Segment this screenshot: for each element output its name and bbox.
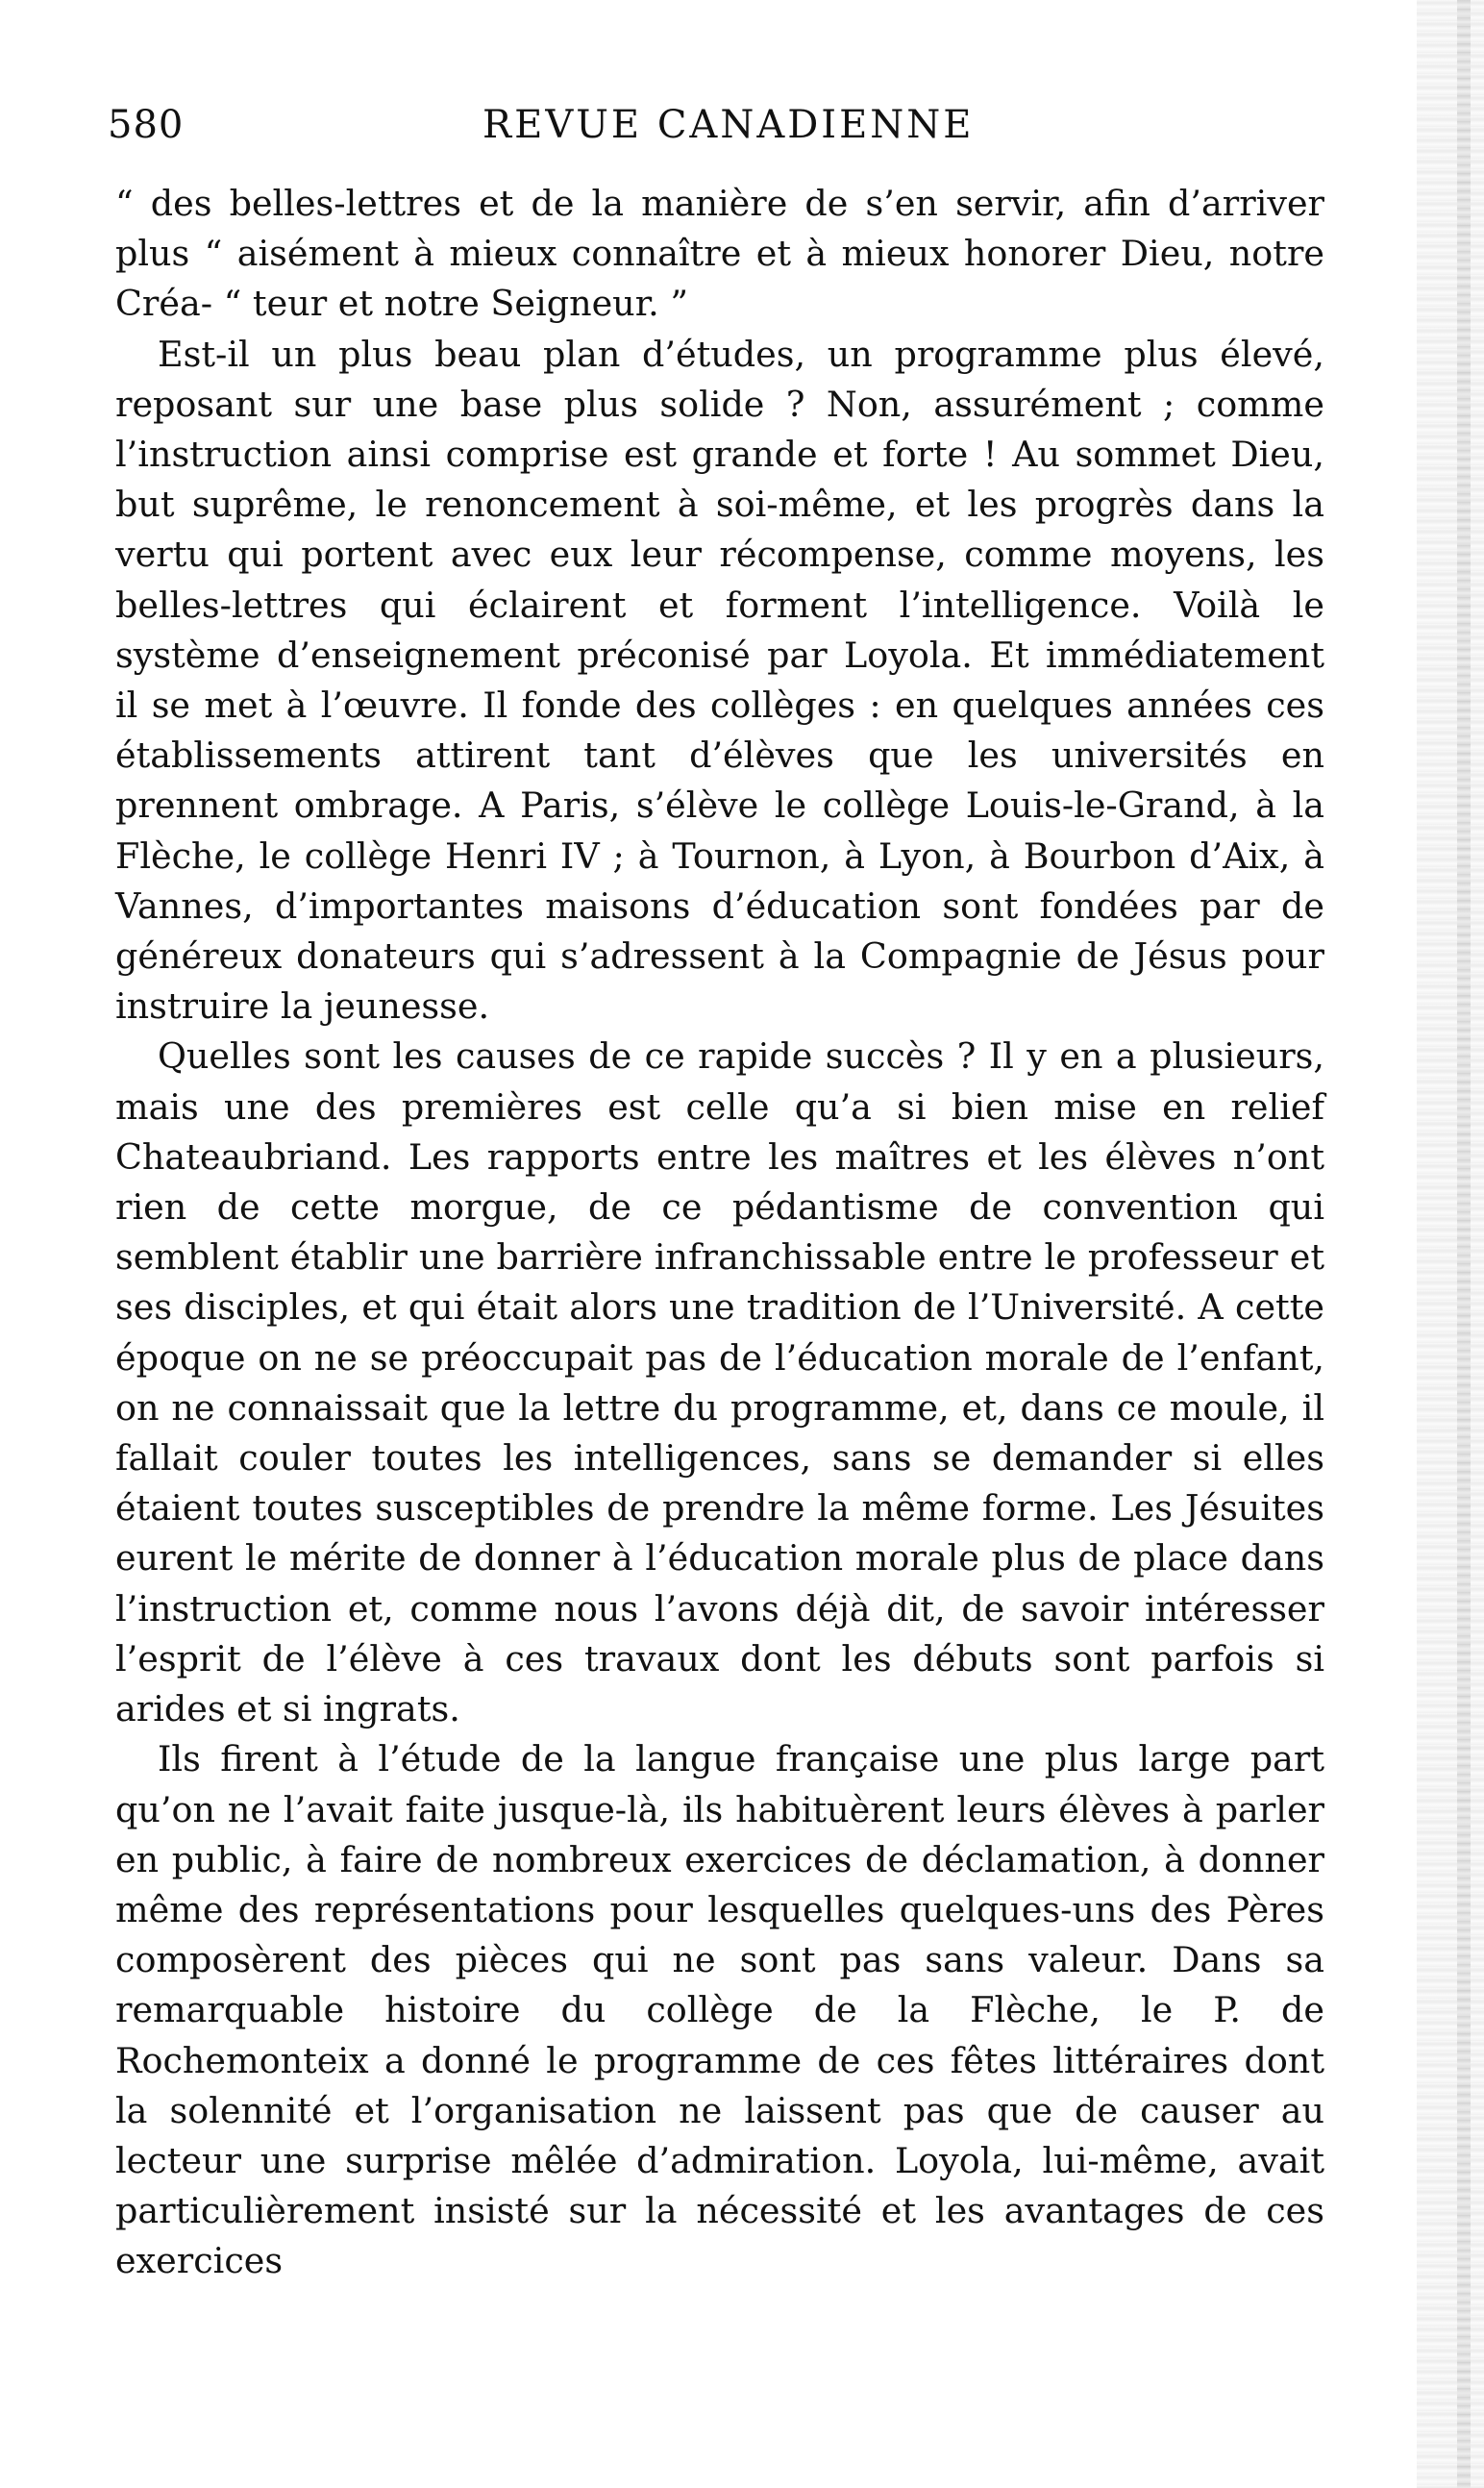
running-head: REVUE CANADIENNE — [482, 103, 975, 147]
paragraph-quote-continuation: “ des belles-lettres et de la manière de s’en servir, afin d’arriver plus “ aisément à mieux connaître et à mieux honorer Dieu, notre Créa- “ teur et notre Seigneur. ” — [115, 183, 1324, 325]
scan-edge-shadow — [1417, 0, 1484, 2488]
paragraph-french-language: Ils firent à l’étude de la langue française une plus large part qu’on ne l’avait faite jusque-là, ils habituèrent leurs élèves à parler en public, à faire de nombreux exercices de déclamation, à donner même des représentations pour lesquelles quelques-uns des Pères composèrent des pièces qui ne sont pas sans valeur. Dans sa remarquable histoire du collège de la Flèche, le P. de Rochemonteix a donné le programme de ces fêtes littéraires dont la solennité et l’organisation ne laissent pas que de causer au lecteur une surprise mêlée d’admiration. Loyola, lui-même, avait particulièrement insisté sur la nécessité et les avantages de ces exercices — [115, 1738, 1324, 2282]
paragraph-plan-of-studies: Est-il un plus beau plan d’études, un programme plus élevé, reposant sur une base plus solide ? Non, assurément ; comme l’instruction ainsi comprise est grande et forte ! Au sommet Dieu, but suprême, le renoncement à soi-même, et les progrès dans la vertu qui portent avec eux leur récompense, comme moyens, les belles-lettres qui éclairent et forment l’intelligence. Voilà le système d’enseignement préconisé par Loyola. Et immédiatement il se met à l’œuvre. Il fonde des collèges : en quelques années ces établissements attirent tant d’élèves que les universités en prennent ombrage. A Paris, s’élève le collège Louis-le-Grand, à la Flèche, le collège Henri IV ; à Tournon, à Lyon, à Bourbon d’Aix, à Vannes, d’importantes maisons d’éducation sont fondées par de généreux donateurs qui s’adressent à la Compagnie de Jésus pour instruire la jeunesse. — [115, 333, 1324, 1028]
page-number: 580 — [108, 103, 185, 147]
paragraph-causes-of-success: Quelles sont les causes de ce rapide succès ? Il y en a plusieurs, mais une des premières est celle qu’a si bien mise en relief Chateaubriand. Les rapports entre les maîtres et les élèves n’ont rien de cette morgue, de ce pédantisme de convention qui semblent établir une barrière infranchissable entre le professeur et ses disciples, et qui était alors une tradition de l’Université. A cette époque on ne se préoccupait pas de l’éducation morale de l’enfant, on ne connaissait que la lettre du programme, et, dans ce moule, il fallait couler toutes les intelligences, sans se demander si elles étaient toutes susceptibles de prendre la même forme. Les Jésuites eurent le mérite de donner à l’éducation morale plus de place dans l’instruction et, comme nous l’avons déjà dit, de savoir intéresser l’esprit de l’élève à ces travaux dont les débuts sont parfois si arides et si ingrats. — [115, 1035, 1324, 1730]
scan-edge-binding — [1457, 0, 1471, 2488]
page-header — [108, 96, 1338, 163]
body-text — [115, 179, 1324, 2287]
